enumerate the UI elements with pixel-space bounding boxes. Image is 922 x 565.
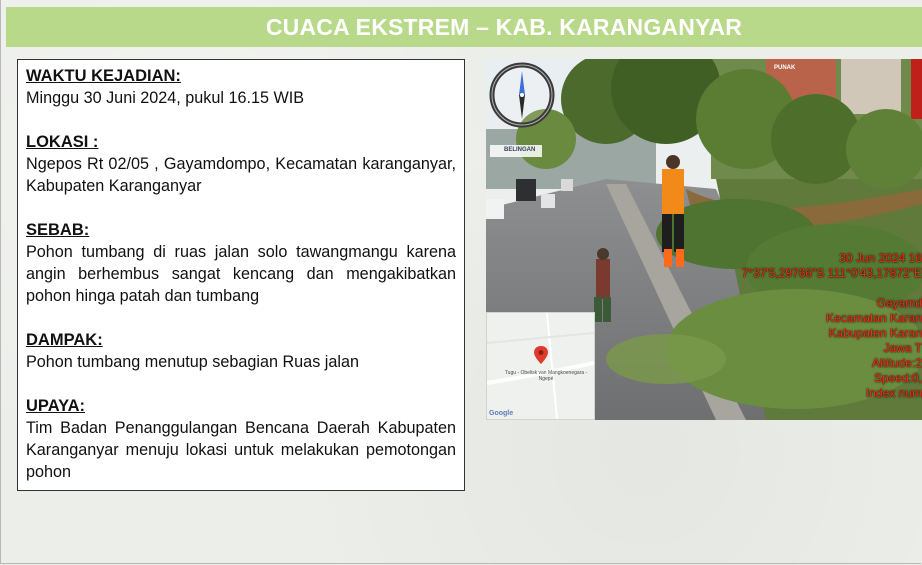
- section-body-upaya: Tim Badan Penanggulangan Bencana Daerah Kabupaten Karanganyar menuju lokasi untuk melakukan pemotongan pohon: [26, 419, 456, 481]
- section-dampak: [26, 329, 456, 373]
- section-title-sebab: SEBAB:: [26, 221, 90, 239]
- slide-title: CUACA EKSTREM – KAB. KARANGANYAR: [265, 13, 743, 40]
- stamp-line: Altitude:2: [871, 356, 922, 370]
- section-title-lokasi: LOKASI :: [26, 133, 99, 151]
- section-title-dampak: DAMPAK:: [26, 331, 103, 349]
- stamp-line: 7°37'5,29766"S 111°0'43,17872"E: [741, 266, 922, 280]
- photo-geo-stamp: [742, 251, 922, 401]
- stamp-line: Index num: [865, 386, 922, 400]
- map-roads: [487, 313, 594, 419]
- incident-photo: [486, 59, 922, 420]
- google-logo: Google: [489, 410, 514, 417]
- slide-header: [6, 7, 922, 47]
- section-body-dampak: Pohon tumbang menutup sebagian Ruas jalan: [26, 353, 359, 371]
- stamp-line: 30 Jun 2024 16: [839, 251, 922, 265]
- map-inset: [486, 312, 595, 420]
- section-upaya: [26, 395, 456, 483]
- stamp-line: Gayamd: [876, 296, 922, 310]
- stamp-line: Kecamatan Karan: [825, 311, 922, 325]
- stamp-line: Kabupaten Karan: [828, 326, 922, 340]
- section-sebab: [26, 219, 456, 307]
- stamp-line: Jawa T: [883, 341, 922, 355]
- compass-icon: [488, 61, 556, 129]
- section-body-lokasi: Ngepos Rt 02/05 , Gayamdompo, Kecamatan karanganyar, Kabupaten Karanganyar: [26, 155, 456, 195]
- stamp-line: Speed:0,: [873, 371, 922, 385]
- section-body-sebab: Pohon tumbang di ruas jalan solo tawangmangu karena angin berhembus sangat kencang dan mengakibatkan pohon hinga patah dan tumbang: [26, 243, 456, 305]
- shop-sign-label: BELINGAN: [504, 147, 536, 153]
- map-pin-icon: [534, 346, 548, 364]
- map-place-label: Tugu - Obelisk van Mangkoenegara - Ngepé: [504, 370, 588, 382]
- section-body-waktu: Minggu 30 Juni 2024, pukul 16.15 WIB: [26, 89, 305, 107]
- shop-sign-label-2: PUNAK: [774, 65, 796, 71]
- incident-info-box: [17, 59, 465, 491]
- section-title-upaya: UPAYA:: [26, 397, 85, 415]
- section-title-waktu: WAKTU KEJADIAN:: [26, 67, 181, 85]
- section-waktu: [26, 65, 456, 109]
- section-lokasi: [26, 131, 456, 197]
